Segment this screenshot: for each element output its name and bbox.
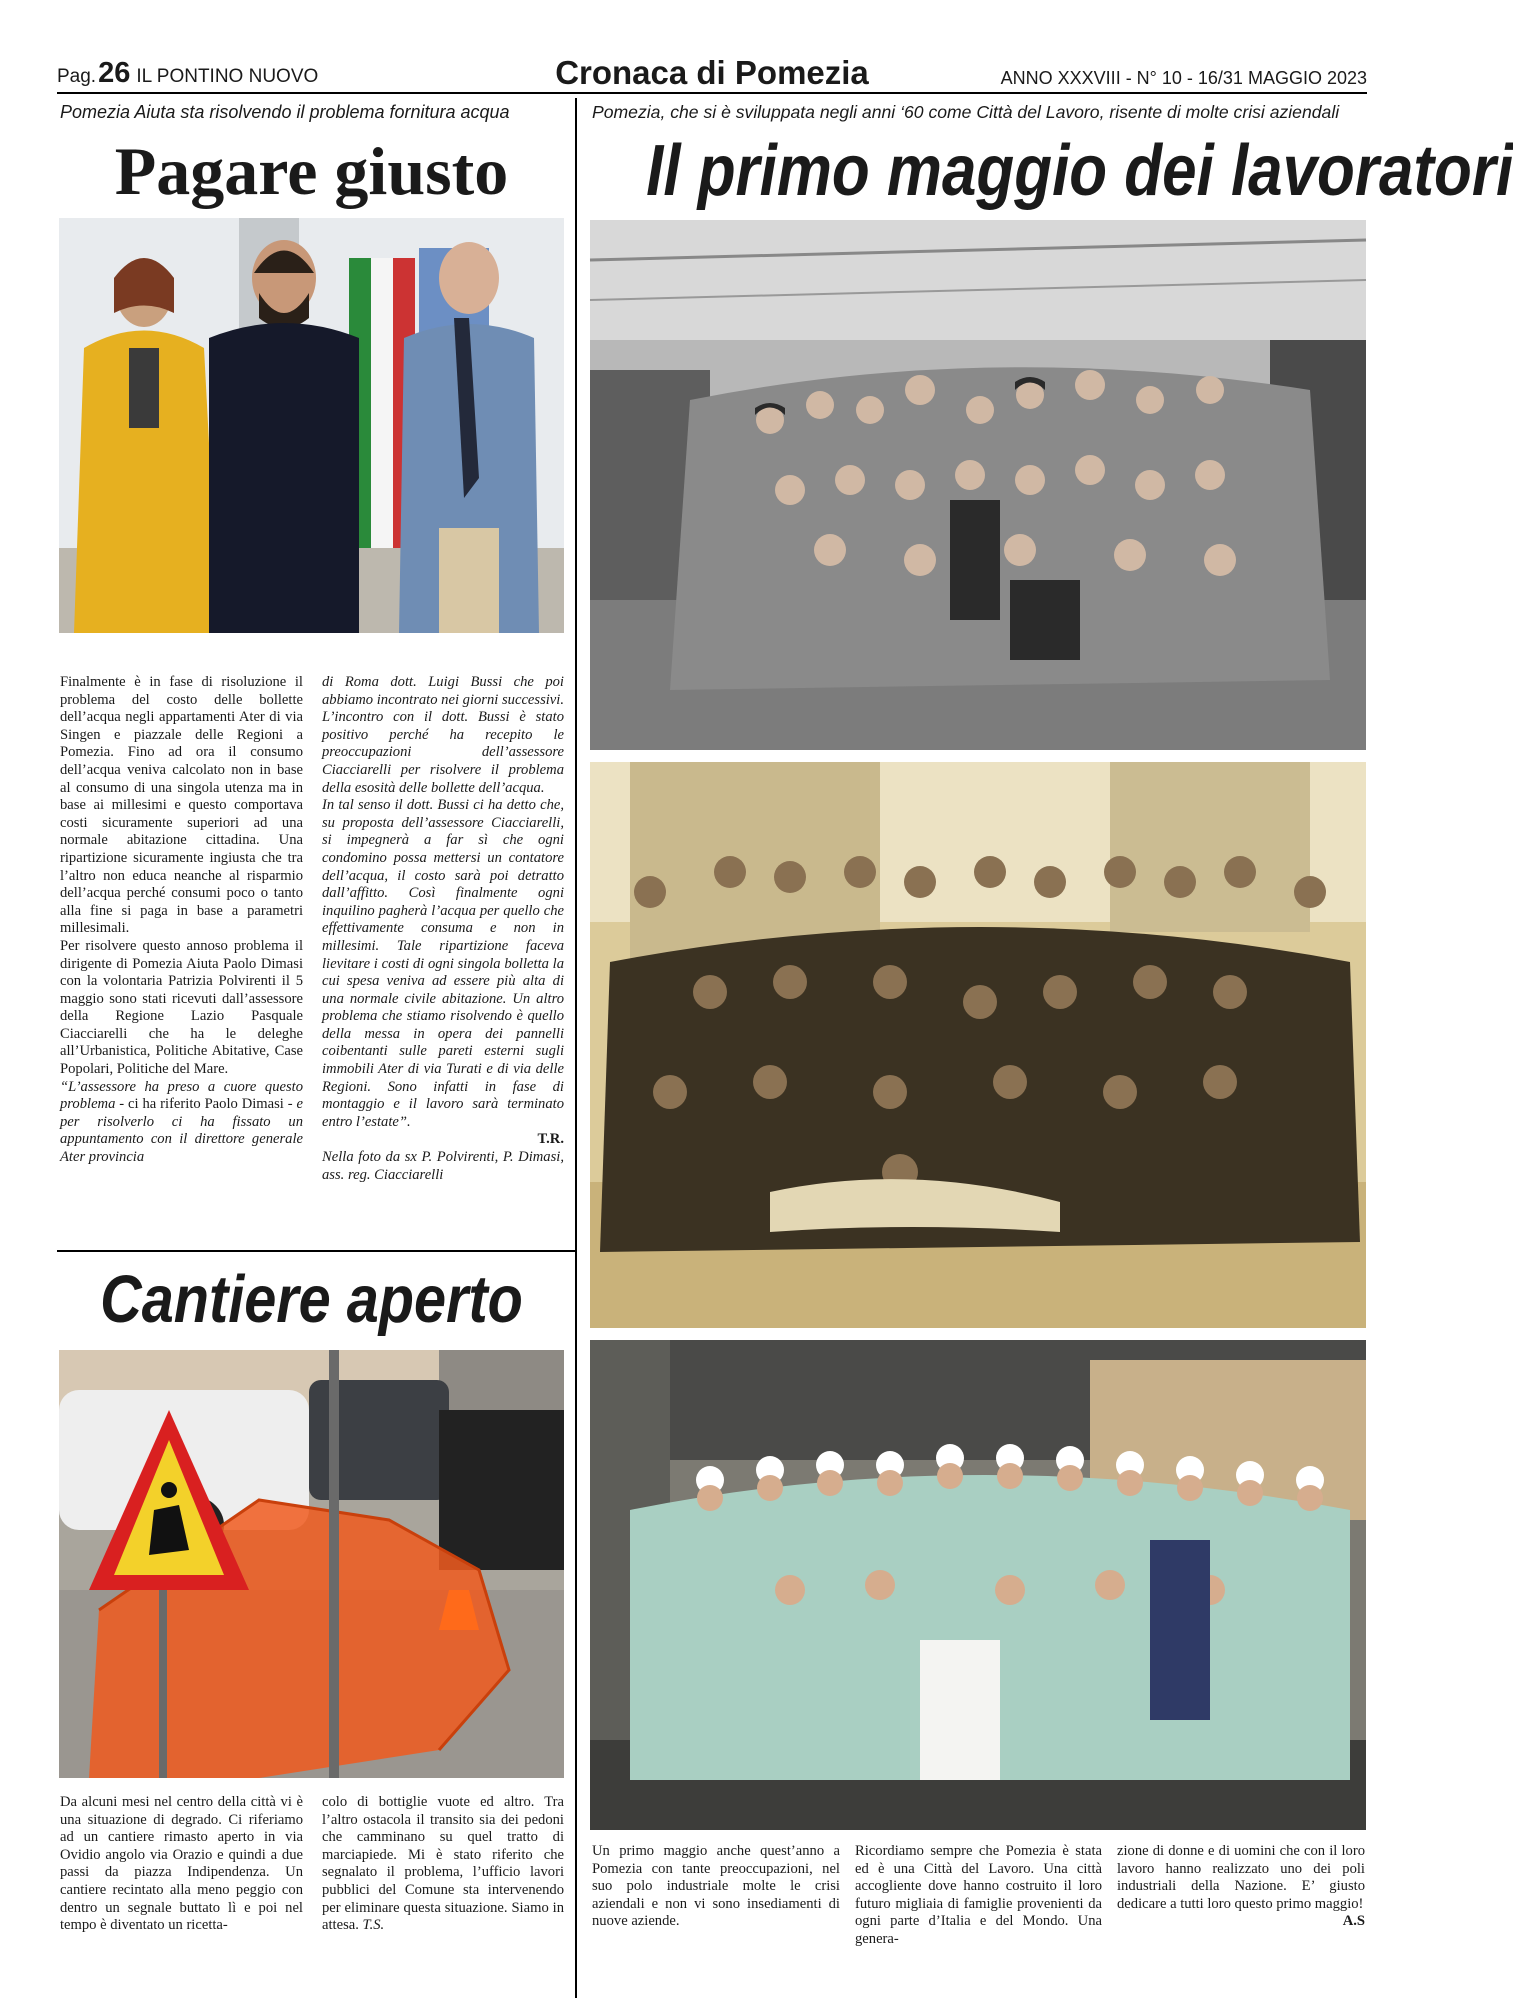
cantiere-signature: T.S.: [362, 1917, 385, 1934]
left-kicker: Pomezia Aiuta sta risolvendo il problema fornitura acqua: [60, 102, 510, 122]
cantiere-headline: Cantiere aperto: [100, 1262, 523, 1337]
right-col2: [855, 1843, 1102, 1949]
cantiere-col1-text: Da alcuni mesi nel centro della città vi è una situazione di degrado. Ci riferiamo ad un cantiere rimasto aperto in via Ovidio angolo via Orazio e quindi a due passi da piazza Indipendenza. Un cantiere recintato alla meno peggio con dentro un segnale buttato lì e poi nel tempo è diventato un ricetta-: [60, 1794, 303, 1934]
right-signature: A.S: [1342, 1913, 1365, 1930]
page-number: 26: [98, 57, 131, 89]
section-title: Cronaca di Pomezia: [555, 54, 869, 91]
left-col1-paragraph-1: Finalmente è in fase di risoluzione il problema del costo delle bollette dell’acqua negli appartamenti Ater di via Singen e piazzale delle Regioni a Pomezia. Fino ad ora il consumo dell’acqua veniva calcolato non in base al consumo di una singola utenza ma in base ai millesimi e questo comportava costi sicuramente superiori ad una normale abitazione cittadina. Una ripartizione sicuramente ingiusta che tra l’altro non educa neanche al risparmio dell’acqua perché consumi poco o tanto alla fine si paga in base a parametri millesimali.: [60, 674, 303, 937]
right-kicker: Pomezia, che si è sviluppata negli anni ‘60 come Città del Lavoro, risente di molte crisi aziendali: [592, 102, 1340, 122]
left-col1-quote: [60, 1079, 303, 1167]
left-signature: T.R.: [537, 1131, 564, 1148]
section-divider: [57, 1250, 577, 1252]
quote-part-2: e per risolverlo ci ha fissato un appuntamento con il direttore generale Ater provincia: [60, 1096, 303, 1166]
right-col2-text: Ricordiamo sempre che Pomezia è stata ed è una Città del Lavoro. Una città accogliente dove hanno costruito il loro futuro migliaia di famiglie provenienti da ogni parte d’Italia e del Mondo. Una genera-: [855, 1843, 1102, 1947]
quote-attribution: - ci ha riferito Paolo Dimasi -: [115, 1096, 297, 1113]
page-header: [57, 54, 1367, 94]
left-caption: Nella foto da sx P. Polvirenti, P. Dimasi, ass. reg. Ciacciarelli: [322, 1149, 564, 1183]
publication-name: IL PONTINO NUOVO: [136, 66, 319, 87]
right-headline: Il primo maggio dei lavoratori: [646, 131, 1513, 211]
page-prefix: Pag.: [57, 66, 97, 87]
right-col1: [592, 1843, 840, 1931]
left-col1: [60, 674, 303, 1167]
quote-part-1: “L’assessore ha preso a cuore questo problema: [60, 1078, 303, 1113]
cantiere-col2-body: colo di bottiglie vuote ed altro. Tra l’altro ostacola il transito sia dei pedoni che camminano su quel tratto di marciapiede. Mi è stato riferito che segnalato il problema, l’ufficio lavori pubblici del Comune sta intervenendo per eliminare questa situazione. Siamo in attesa.: [322, 1794, 564, 1934]
issue-info: ANNO XXXVIII - N° 10 - 16/31 MAGGIO 2023: [1000, 68, 1367, 88]
construction-site-photo: [59, 1350, 564, 1778]
left-headline: Pagare giusto: [114, 133, 509, 209]
cantiere-col2-text: [322, 1794, 564, 1935]
cantiere-col1: [60, 1794, 303, 1935]
factory-workers-bw-photo: [590, 220, 1366, 750]
right-col3: [1117, 1843, 1365, 1931]
workers-color-photo: [590, 1340, 1366, 1830]
right-col1-text: Un primo maggio anche quest’anno a Pomezia con tante preoccupazioni, nel suo polo industriale molte le crisi aziendali e non vi sono insediamenti di nuove aziende.: [592, 1843, 840, 1930]
left-col1-paragraph-2: Per risolvere questo annoso problema il dirigente di Pomezia Aiuta Paolo Dimasi con la volontaria Patrizia Polvirenti il 5 maggio sono stati ricevuti dall’assessore della Regione Lazio Pasquale Ciacciarelli che ha le deleghe all’Urbanistica, Politiche Abitative, Case Popolari, Politiche del Mare.: [60, 937, 303, 1078]
left-col2-paragraph-1: di Roma dott. Luigi Bussi che poi abbiamo incontrato nei giorni successivi. L’incontro con il dott. Bussi è stato positivo perché ha recepito le preoccupazioni dell’assessore Ciacciarelli per risolvere il problema della esosità delle bollette dell’acqua.: [322, 674, 564, 796]
column-divider: [575, 98, 577, 1998]
left-col2-paragraph-2: In tal senso il dott. Bussi ci ha detto che, su proposta dell’assessore Ciacciarelli, si impegnerà a far sì che ogni condomino possa mettersi un contatore dell’acqua, il costo sarà poi detratto dall’affitto. Così finalmente ogni inquilino pagherà l’acqua per quello che effettivamente consuma e non in millesimi. Tale ripartizione faceva lievitare i costi di ogni singola bolletta la cui spesa veniva ad essere più alta di una normale civile abitazione. Un altro problema che stiamo risolvendo è quello della messa in opera dei pannelli coibentanti sulle pareti esterni sugli immobili Ater di via Turati e di via delle Regioni. Sono infatti in fase di montaggio e il lavoro sarà terminato entro l’estate”.: [322, 797, 564, 1130]
cantiere-col2: [322, 1794, 564, 1935]
three-people-photo: [59, 218, 564, 633]
left-col2: [322, 674, 564, 1184]
right-col3-text: zione di donne e di uomini che con il loro lavoro hanno realizzato uno dei poli industriali della Nazione. E’ giusto dedicare a tutti loro questo primo maggio!: [1117, 1843, 1365, 1912]
workers-sepia-photo: [590, 762, 1366, 1328]
